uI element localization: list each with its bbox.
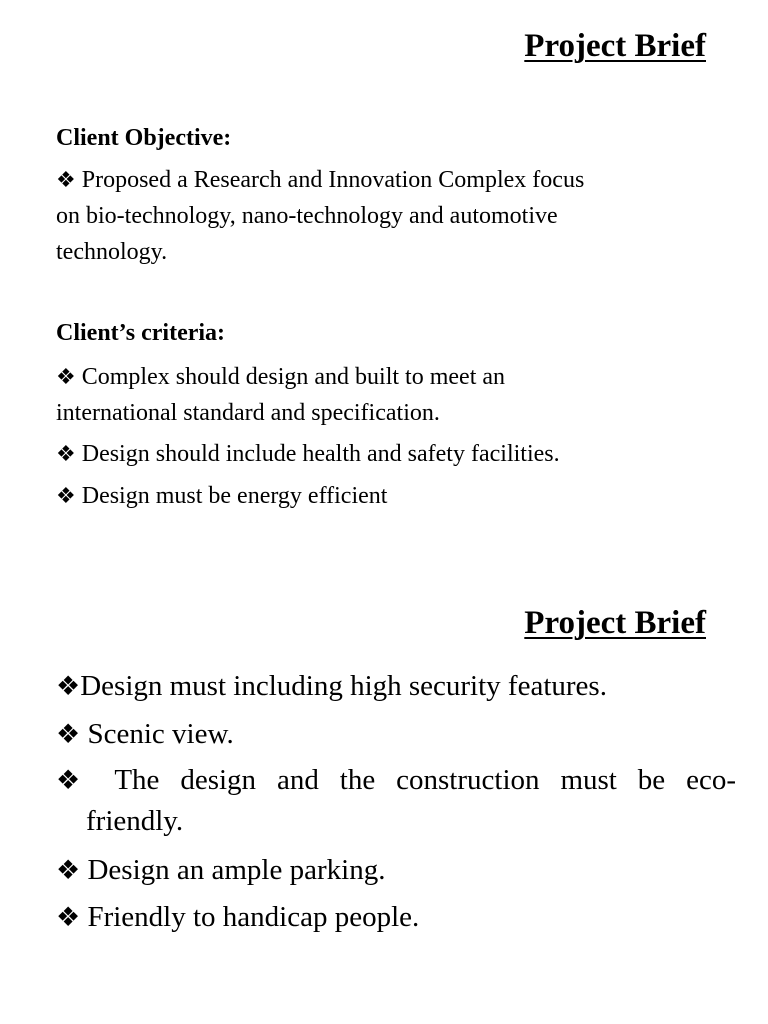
- slide-1-title: Project Brief: [524, 28, 706, 64]
- diamond-bullet-icon: ❖: [56, 441, 76, 466]
- diamond-bullet-icon: ❖: [56, 671, 81, 701]
- bullet-text-line: Design must be energy efficient: [81, 483, 388, 509]
- bullet-text-line: Design an ample parking.: [87, 854, 386, 886]
- bullet-text-line: technology.: [56, 239, 168, 265]
- diamond-bullet-icon: ❖: [56, 765, 94, 795]
- bullet-text-line: international standard and specification.: [56, 400, 440, 426]
- criteria-bullet-1: [56, 359, 726, 431]
- criteria-bullet-2: [56, 436, 726, 472]
- brief-bullet-3: [56, 760, 736, 842]
- diamond-bullet-icon: ❖: [56, 719, 81, 749]
- diamond-bullet-icon: ❖: [56, 902, 81, 932]
- bullet-text-line: on bio-technology, nano-technology and automotive: [56, 203, 558, 229]
- client-criteria-heading: Client’s criteria:: [56, 320, 226, 346]
- brief-bullet-1: [56, 666, 736, 707]
- brief-bullet-4: [56, 850, 736, 891]
- bullet-text-line: friendly.: [86, 805, 184, 837]
- bullet-text-line: Design must including high security features.: [80, 670, 607, 702]
- bullet-text-line: The design and the construction must be eco-: [114, 764, 736, 796]
- bullet-text-line: Proposed a Research and Innovation Complex focus: [81, 167, 585, 193]
- bullet-text-line: Scenic view.: [87, 718, 234, 750]
- brief-bullet-5: [56, 897, 736, 938]
- slide-2: [0, 560, 768, 1024]
- diamond-bullet-icon: ❖: [56, 483, 76, 508]
- bullet-text-line: Friendly to handicap people.: [87, 901, 420, 933]
- brief-bullet-2: [56, 714, 736, 755]
- diamond-bullet-icon: ❖: [56, 167, 76, 192]
- diamond-bullet-icon: ❖: [56, 855, 81, 885]
- client-objective-heading: Client Objective:: [56, 125, 232, 151]
- criteria-bullet-3: [56, 478, 726, 514]
- diamond-bullet-icon: ❖: [56, 364, 76, 389]
- objective-bullet-1: [56, 162, 726, 270]
- bullet-text-line: Complex should design and built to meet an: [81, 364, 506, 390]
- slide-2-title: Project Brief: [524, 605, 706, 641]
- bullet-text-line: Design should include health and safety facilities.: [81, 441, 560, 467]
